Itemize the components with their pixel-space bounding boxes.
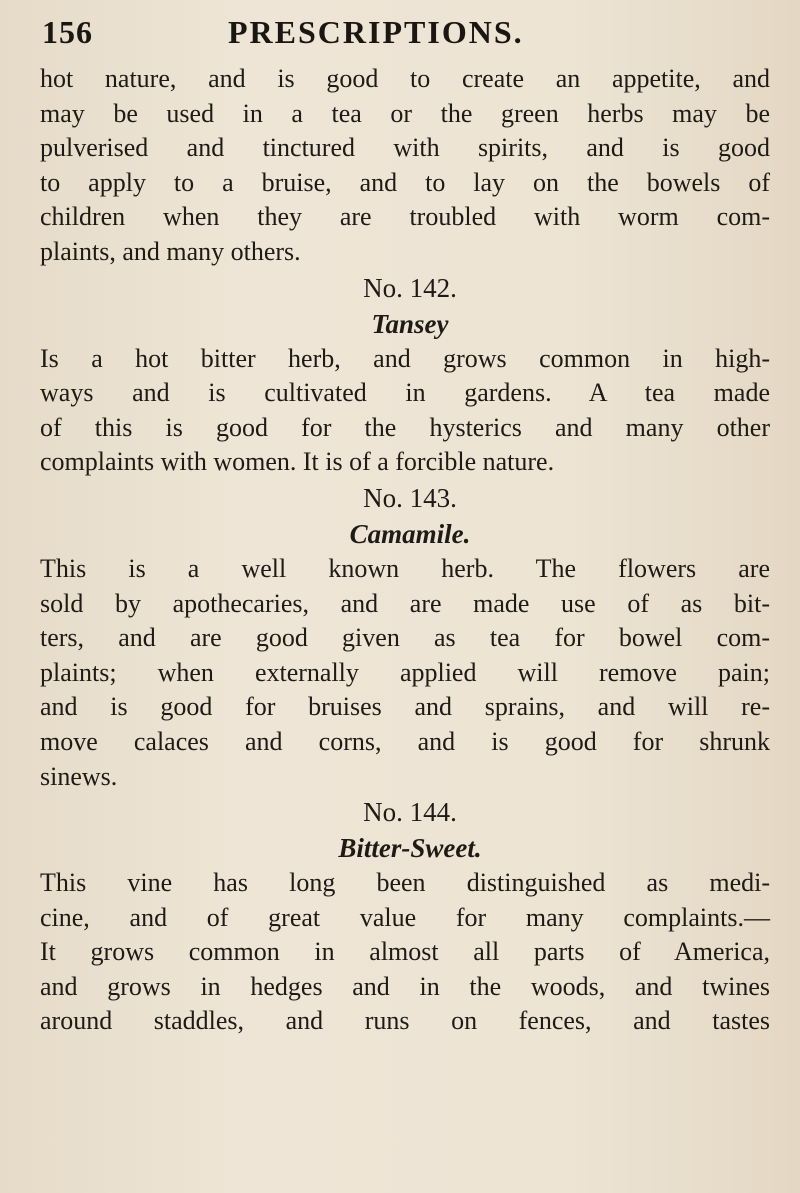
text-line: may be used in a tea or the green herbs may be	[40, 98, 770, 128]
text-line: move calaces and corns, and is good for shrunk	[40, 726, 770, 756]
body-text	[40, 62, 770, 1039]
entry-paragraph	[40, 342, 770, 480]
text-line: plaints, and many others.	[40, 236, 301, 266]
text-line: children when they are troubled with worm com-	[40, 202, 770, 232]
text-line: Is a hot bitter herb, and grows common in high-	[40, 343, 770, 373]
text-line: This is a well known herb. The flowers are	[40, 553, 770, 583]
page-header	[42, 14, 782, 58]
text-line: ways and is cultivated in gardens. A tea made	[40, 378, 770, 408]
text-line: sold by apothecaries, and are made use of as bit-	[40, 588, 770, 618]
entry-title: Bitter-Sweet.	[338, 833, 482, 864]
entry-paragraph	[40, 866, 770, 1039]
running-head: PRESCRIPTIONS.	[228, 14, 524, 50]
entry-title: Tansey	[371, 308, 449, 339]
entry-number: No. 144.	[363, 797, 457, 828]
entry-number: No. 142.	[363, 272, 457, 303]
text-line: and is good for bruises and sprains, and will re-	[40, 692, 770, 722]
text-line: hot nature, and is good to create an appetite, and	[40, 64, 770, 93]
entry-title: Camamile.	[349, 518, 471, 549]
page-number: 156	[42, 14, 93, 50]
text-line: This vine has long been distinguished as medi-	[40, 868, 770, 898]
text-line: to apply to a bruise, and to lay on the bowels of	[40, 167, 770, 197]
text-line: pulverised and tinctured with spirits, and is good	[40, 133, 770, 163]
text-line: and grows in hedges and in the woods, and twines	[40, 971, 770, 1001]
intro-paragraph	[40, 62, 770, 270]
entry-paragraph	[40, 552, 770, 794]
text-line: around staddles, and runs on fences, and tastes	[40, 1006, 770, 1036]
text-line: sinews.	[40, 761, 118, 791]
entry-number: No. 143.	[363, 482, 457, 513]
text-line: It grows common in almost all parts of America,	[40, 937, 770, 967]
text-line: cine, and of great value for many complaints.—	[40, 902, 770, 932]
text-line: complaints with women. It is of a forcible nature.	[40, 447, 555, 477]
text-line: ters, and are good given as tea for bowel com-	[40, 623, 770, 653]
text-line: plaints; when externally applied will remove pain;	[40, 657, 770, 687]
text-line: of this is good for the hysterics and many other	[40, 412, 770, 442]
